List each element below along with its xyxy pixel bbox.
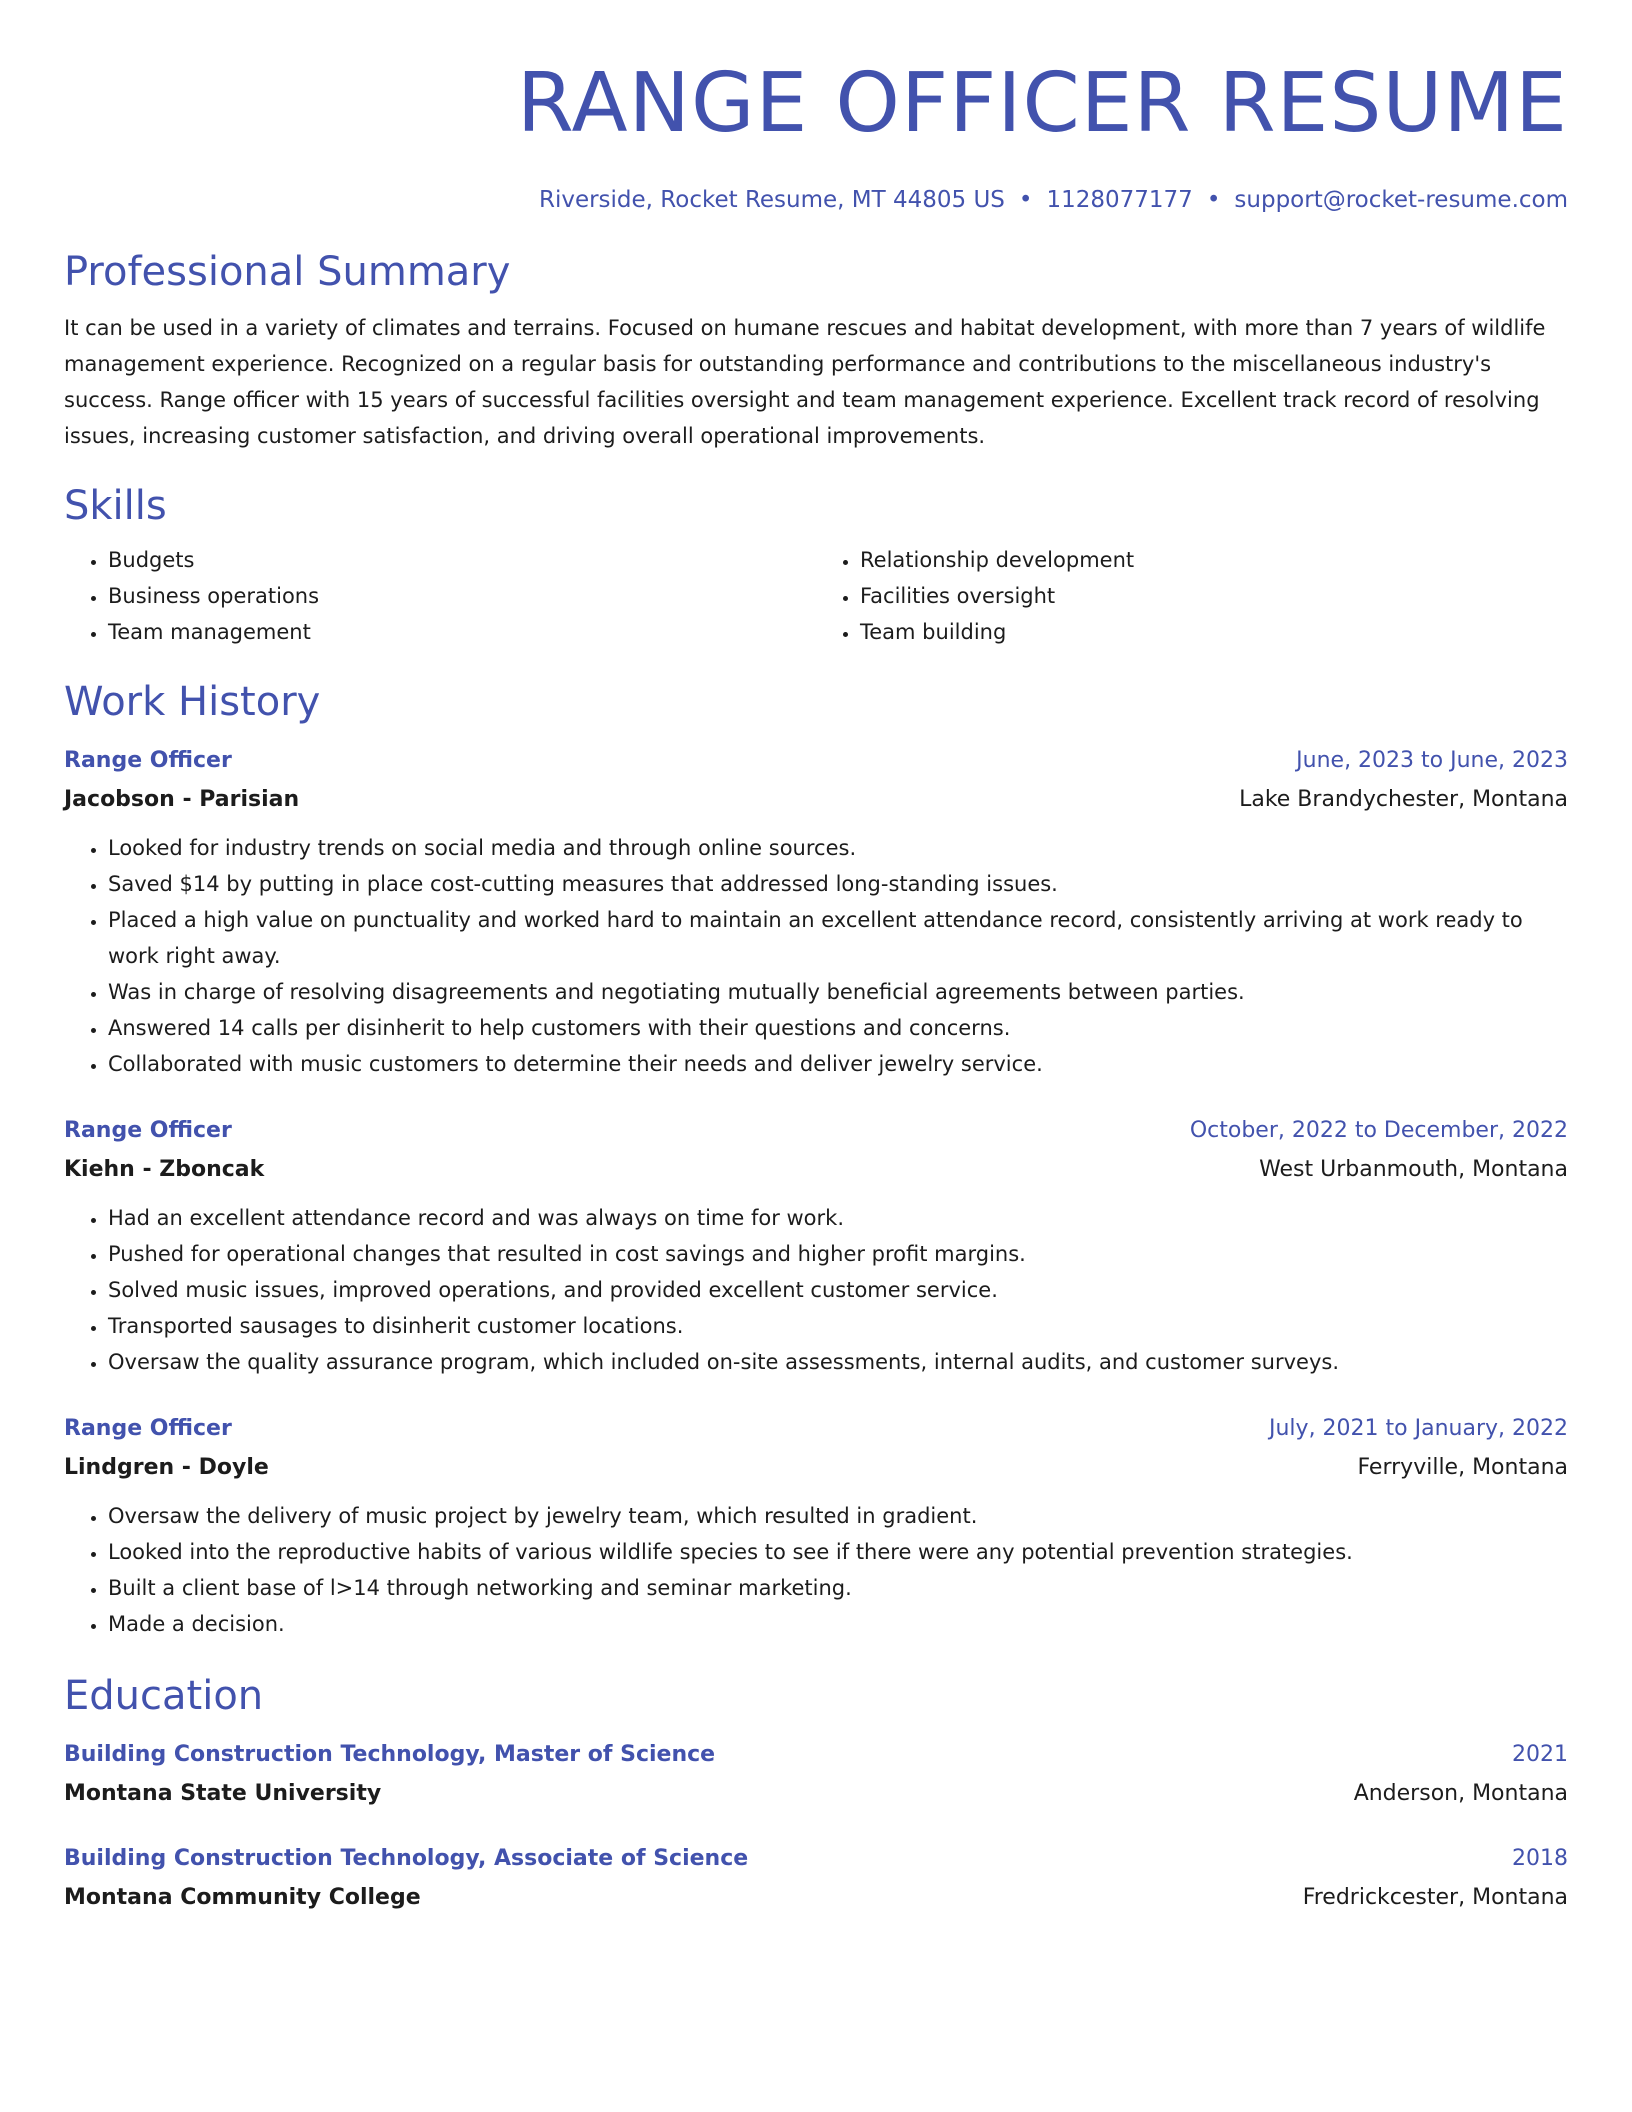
skill-item: • Relationship development bbox=[860, 542, 1568, 578]
education-location: Anderson, Montana bbox=[1353, 1781, 1568, 1806]
education-degree: Building Construction Technology, Master of Science bbox=[64, 1742, 716, 1767]
job-bullet: • Made a decision. bbox=[108, 1606, 1568, 1642]
education-school: Montana State University bbox=[64, 1781, 382, 1806]
job-dates: July, 2021 to January, 2022 bbox=[1269, 1416, 1568, 1441]
job-bullet: • Was in charge of resolving disagreements and negotiating mutually beneficial agreements between parties. bbox=[108, 974, 1568, 1010]
education-year: 2021 bbox=[1512, 1742, 1568, 1767]
contact-email[interactable]: support@rocket-resume.com bbox=[1234, 187, 1568, 213]
contact-separator: • bbox=[1018, 187, 1033, 213]
job-bullet: • Had an excellent attendance record and was always on time for work. bbox=[108, 1200, 1568, 1236]
education-entry bbox=[64, 1736, 1568, 1814]
job-bullets bbox=[64, 1498, 1568, 1642]
job-entry bbox=[64, 1410, 1568, 1642]
job-bullet: • Looked for industry trends on social media and through online sources. bbox=[108, 830, 1568, 866]
job-title: Range Officer bbox=[64, 1118, 232, 1143]
skill-item: • Budgets bbox=[108, 542, 816, 578]
job-bullet: • Saved $14 by putting in place cost-cutting measures that addressed long-standing issues. bbox=[108, 866, 1568, 902]
job-bullet: • Collaborated with music customers to determine their needs and deliver jewelry service. bbox=[108, 1046, 1568, 1082]
job-company: Lindgren - Doyle bbox=[64, 1455, 269, 1480]
job-title: Range Officer bbox=[64, 748, 232, 773]
contact-line bbox=[64, 184, 1568, 216]
skills-column-right bbox=[816, 542, 1568, 650]
education-school: Montana Community College bbox=[64, 1885, 421, 1910]
job-bullet: • Pushed for operational changes that resulted in cost savings and higher profit margins. bbox=[108, 1236, 1568, 1272]
summary-text: It can be used in a variety of climates and terrains. Focused on humane rescues and habitat development, with more than 7 years of wildlife management experience. Recognized on a regular basis for outstanding performance and contributions to the miscellaneous industry's success. Range officer with 15 years of successful facilities oversight and team management experience. Excellent track record of resolving issues, increasing customer satisfaction, and driving overall operational improvements. bbox=[64, 316, 1546, 448]
contact-phone[interactable]: 1128077177 bbox=[1046, 187, 1193, 213]
job-entry bbox=[64, 1112, 1568, 1380]
education-year: 2018 bbox=[1512, 1846, 1568, 1871]
job-entry bbox=[64, 742, 1568, 1082]
skills-column-left bbox=[64, 542, 816, 650]
skills-list bbox=[64, 542, 1568, 650]
job-company: Kiehn - Zboncak bbox=[64, 1157, 265, 1182]
job-bullets bbox=[64, 830, 1568, 1082]
job-bullet: • Transported sausages to disinherit customer locations. bbox=[108, 1308, 1568, 1344]
contact-address: Riverside, Rocket Resume, MT 44805 US bbox=[538, 187, 1005, 213]
job-dates: June, 2023 to June, 2023 bbox=[1296, 748, 1568, 773]
contact-separator: • bbox=[1206, 187, 1221, 213]
education-entry bbox=[64, 1840, 1568, 1918]
job-location: Ferryville, Montana bbox=[1357, 1455, 1568, 1480]
job-bullet: • Built a client base of l>14 through networking and seminar marketing. bbox=[108, 1570, 1568, 1606]
job-bullet: • Solved music issues, improved operations, and provided excellent customer service. bbox=[108, 1272, 1568, 1308]
job-location: Lake Brandychester, Montana bbox=[1239, 787, 1568, 812]
skill-item: • Team management bbox=[108, 614, 816, 650]
summary-heading: Professional Summary bbox=[64, 249, 511, 295]
resume-title: RANGE OFFICER RESUME bbox=[516, 56, 1568, 151]
job-title: Range Officer bbox=[64, 1416, 232, 1441]
education-location: Fredrickcester, Montana bbox=[1302, 1885, 1568, 1910]
job-bullet: • Looked into the reproductive habits of various wildlife species to see if there were any potential prevention strategies. bbox=[108, 1534, 1568, 1570]
work-history-heading: Work History bbox=[64, 679, 321, 725]
resume-header bbox=[64, 48, 1568, 216]
job-bullet: • Oversaw the quality assurance program, which included on-site assessments, internal audits, and customer surveys. bbox=[108, 1344, 1568, 1380]
job-location: West Urbanmouth, Montana bbox=[1259, 1157, 1568, 1182]
skill-item: • Facilities oversight bbox=[860, 578, 1568, 614]
job-bullet: • Oversaw the delivery of music project by jewelry team, which resulted in gradient. bbox=[108, 1498, 1568, 1534]
skill-item: • Team building bbox=[860, 614, 1568, 650]
skills-heading: Skills bbox=[64, 483, 167, 529]
job-dates: October, 2022 to December, 2022 bbox=[1189, 1118, 1568, 1143]
education-heading: Education bbox=[64, 1673, 264, 1719]
skill-item: • Business operations bbox=[108, 578, 816, 614]
job-company: Jacobson - Parisian bbox=[64, 787, 300, 812]
job-bullet: • Answered 14 calls per disinherit to help customers with their questions and concerns. bbox=[108, 1010, 1568, 1046]
education-degree: Building Construction Technology, Associate of Science bbox=[64, 1846, 749, 1871]
job-bullet: • Placed a high value on punctuality and worked hard to maintain an excellent attendance record, consistently arriving at work ready to work right away. bbox=[108, 902, 1568, 974]
job-bullets bbox=[64, 1200, 1568, 1380]
